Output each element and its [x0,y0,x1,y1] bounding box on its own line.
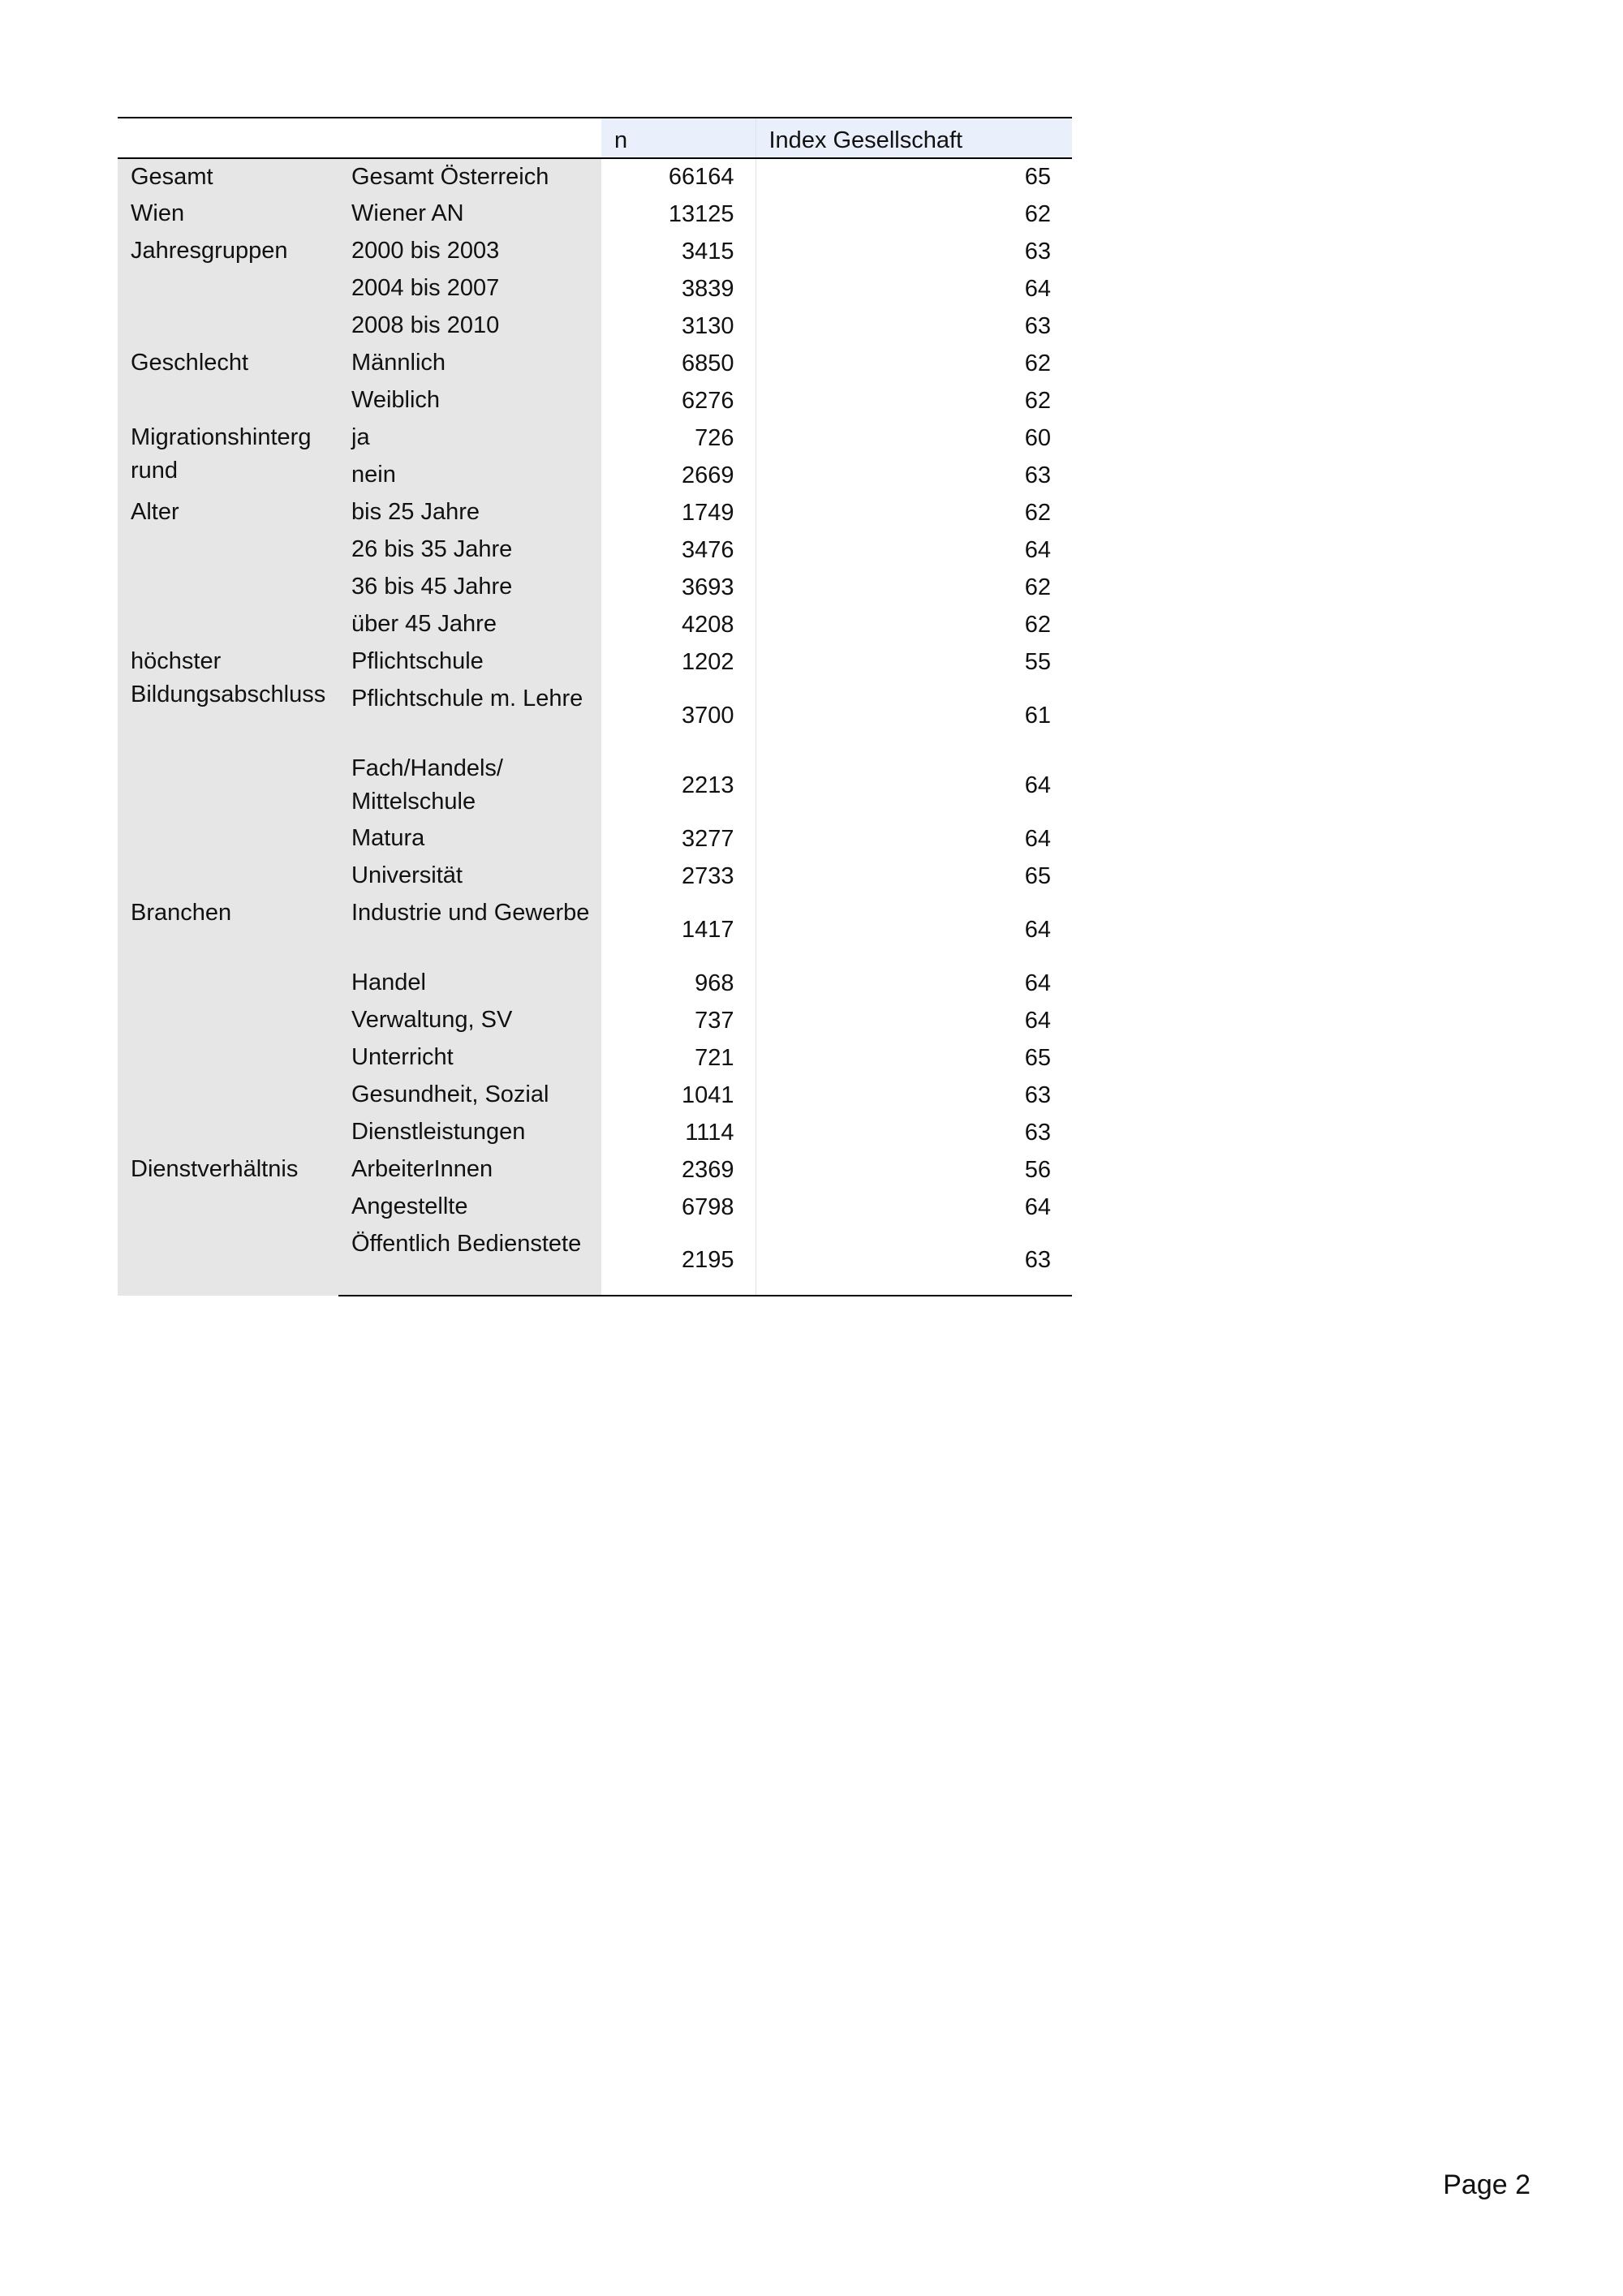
index-value: 61 [756,681,1072,750]
index-value: 64 [756,1189,1072,1226]
table-body [118,158,1072,1296]
table-row [118,158,1072,196]
category-label: nein [338,457,601,494]
n-value: 968 [601,965,756,1002]
group-label: Branchen [118,895,338,1151]
n-value: 6276 [601,382,756,419]
index-value: 62 [756,606,1072,643]
n-value: 6798 [601,1189,756,1226]
header-index: Index Gesellschaft [756,118,1072,158]
index-value: 64 [756,750,1072,820]
n-value: 1417 [601,895,756,965]
header-blank-group [118,118,338,158]
index-value: 62 [756,382,1072,419]
table-row [118,1151,1072,1189]
index-value: 63 [756,233,1072,270]
index-value: 56 [756,1151,1072,1189]
n-value: 1041 [601,1077,756,1114]
n-value: 737 [601,1002,756,1039]
category-label: Pflichtschule m. Lehre [338,681,601,750]
header-n: n [601,118,756,158]
index-value: 62 [756,569,1072,606]
n-value: 3476 [601,531,756,569]
index-value: 62 [756,345,1072,382]
category-label: ja [338,419,601,457]
index-value: 60 [756,419,1072,457]
group-label: Jahresgruppen [118,233,338,345]
category-label: Fach/Handels/ Mittelschule [338,750,601,820]
group-label: Alter [118,494,338,643]
table-row [118,494,1072,531]
category-label: Universität [338,858,601,895]
table-row [118,643,1072,681]
index-value: 62 [756,494,1072,531]
category-label: Pflichtschule [338,643,601,681]
n-value: 3839 [601,270,756,307]
n-value: 721 [601,1039,756,1077]
index-value: 64 [756,270,1072,307]
category-label: 2008 bis 2010 [338,307,601,345]
category-label: Weiblich [338,382,601,419]
index-value: 63 [756,457,1072,494]
category-label: 2004 bis 2007 [338,270,601,307]
category-label: ArbeiterInnen [338,1151,601,1189]
index-value: 63 [756,307,1072,345]
category-label: Angestellte [338,1189,601,1226]
index-value: 62 [756,196,1072,233]
category-label: Unterricht [338,1039,601,1077]
n-value: 4208 [601,606,756,643]
header-blank-category [338,118,601,158]
index-value: 64 [756,531,1072,569]
index-value: 64 [756,820,1072,858]
category-label: 2000 bis 2003 [338,233,601,270]
category-label: Dienstleistungen [338,1114,601,1151]
n-value: 1202 [601,643,756,681]
n-value: 726 [601,419,756,457]
category-label: Männlich [338,345,601,382]
category-label: Öffentlich Bedienstete [338,1226,601,1296]
category-label: Gesundheit, Sozial [338,1077,601,1114]
category-label: Handel [338,965,601,1002]
index-value: 64 [756,965,1072,1002]
n-value: 3700 [601,681,756,750]
table-header-row [118,118,1072,158]
n-value: 3277 [601,820,756,858]
n-value: 2195 [601,1226,756,1296]
n-value: 3693 [601,569,756,606]
n-value: 1114 [601,1114,756,1151]
n-value: 6850 [601,345,756,382]
data-table [118,117,1072,1296]
index-value: 65 [756,158,1072,196]
n-value: 3415 [601,233,756,270]
category-label: 36 bis 45 Jahre [338,569,601,606]
table-row [118,419,1072,457]
category-label: Matura [338,820,601,858]
table-row [118,196,1072,233]
n-value: 2733 [601,858,756,895]
group-label: Dienstverhältnis [118,1151,338,1296]
index-value: 63 [756,1077,1072,1114]
category-label: Gesamt Österreich [338,158,601,196]
group-label: Wien [118,196,338,233]
group-label: Geschlecht [118,345,338,419]
category-label: Wiener AN [338,196,601,233]
n-value: 2213 [601,750,756,820]
n-value: 1749 [601,494,756,531]
category-label: über 45 Jahre [338,606,601,643]
index-value: 64 [756,1002,1072,1039]
n-value: 66164 [601,158,756,196]
category-label: 26 bis 35 Jahre [338,531,601,569]
category-label: Verwaltung, SV [338,1002,601,1039]
index-value: 63 [756,1114,1072,1151]
page-number: Page 2 [1443,2169,1530,2200]
table-row [118,345,1072,382]
index-value: 63 [756,1226,1072,1296]
table-row [118,233,1072,270]
category-label: bis 25 Jahre [338,494,601,531]
index-value: 65 [756,858,1072,895]
category-label: Industrie und Gewerbe [338,895,601,965]
index-value: 64 [756,895,1072,965]
index-value: 65 [756,1039,1072,1077]
index-value: 55 [756,643,1072,681]
group-label: Gesamt [118,158,338,196]
group-label: Migrationshinterg rund [118,419,338,494]
n-value: 13125 [601,196,756,233]
table-row [118,895,1072,965]
n-value: 3130 [601,307,756,345]
group-label: höchster Bildungsabschluss [118,643,338,895]
n-value: 2369 [601,1151,756,1189]
n-value: 2669 [601,457,756,494]
